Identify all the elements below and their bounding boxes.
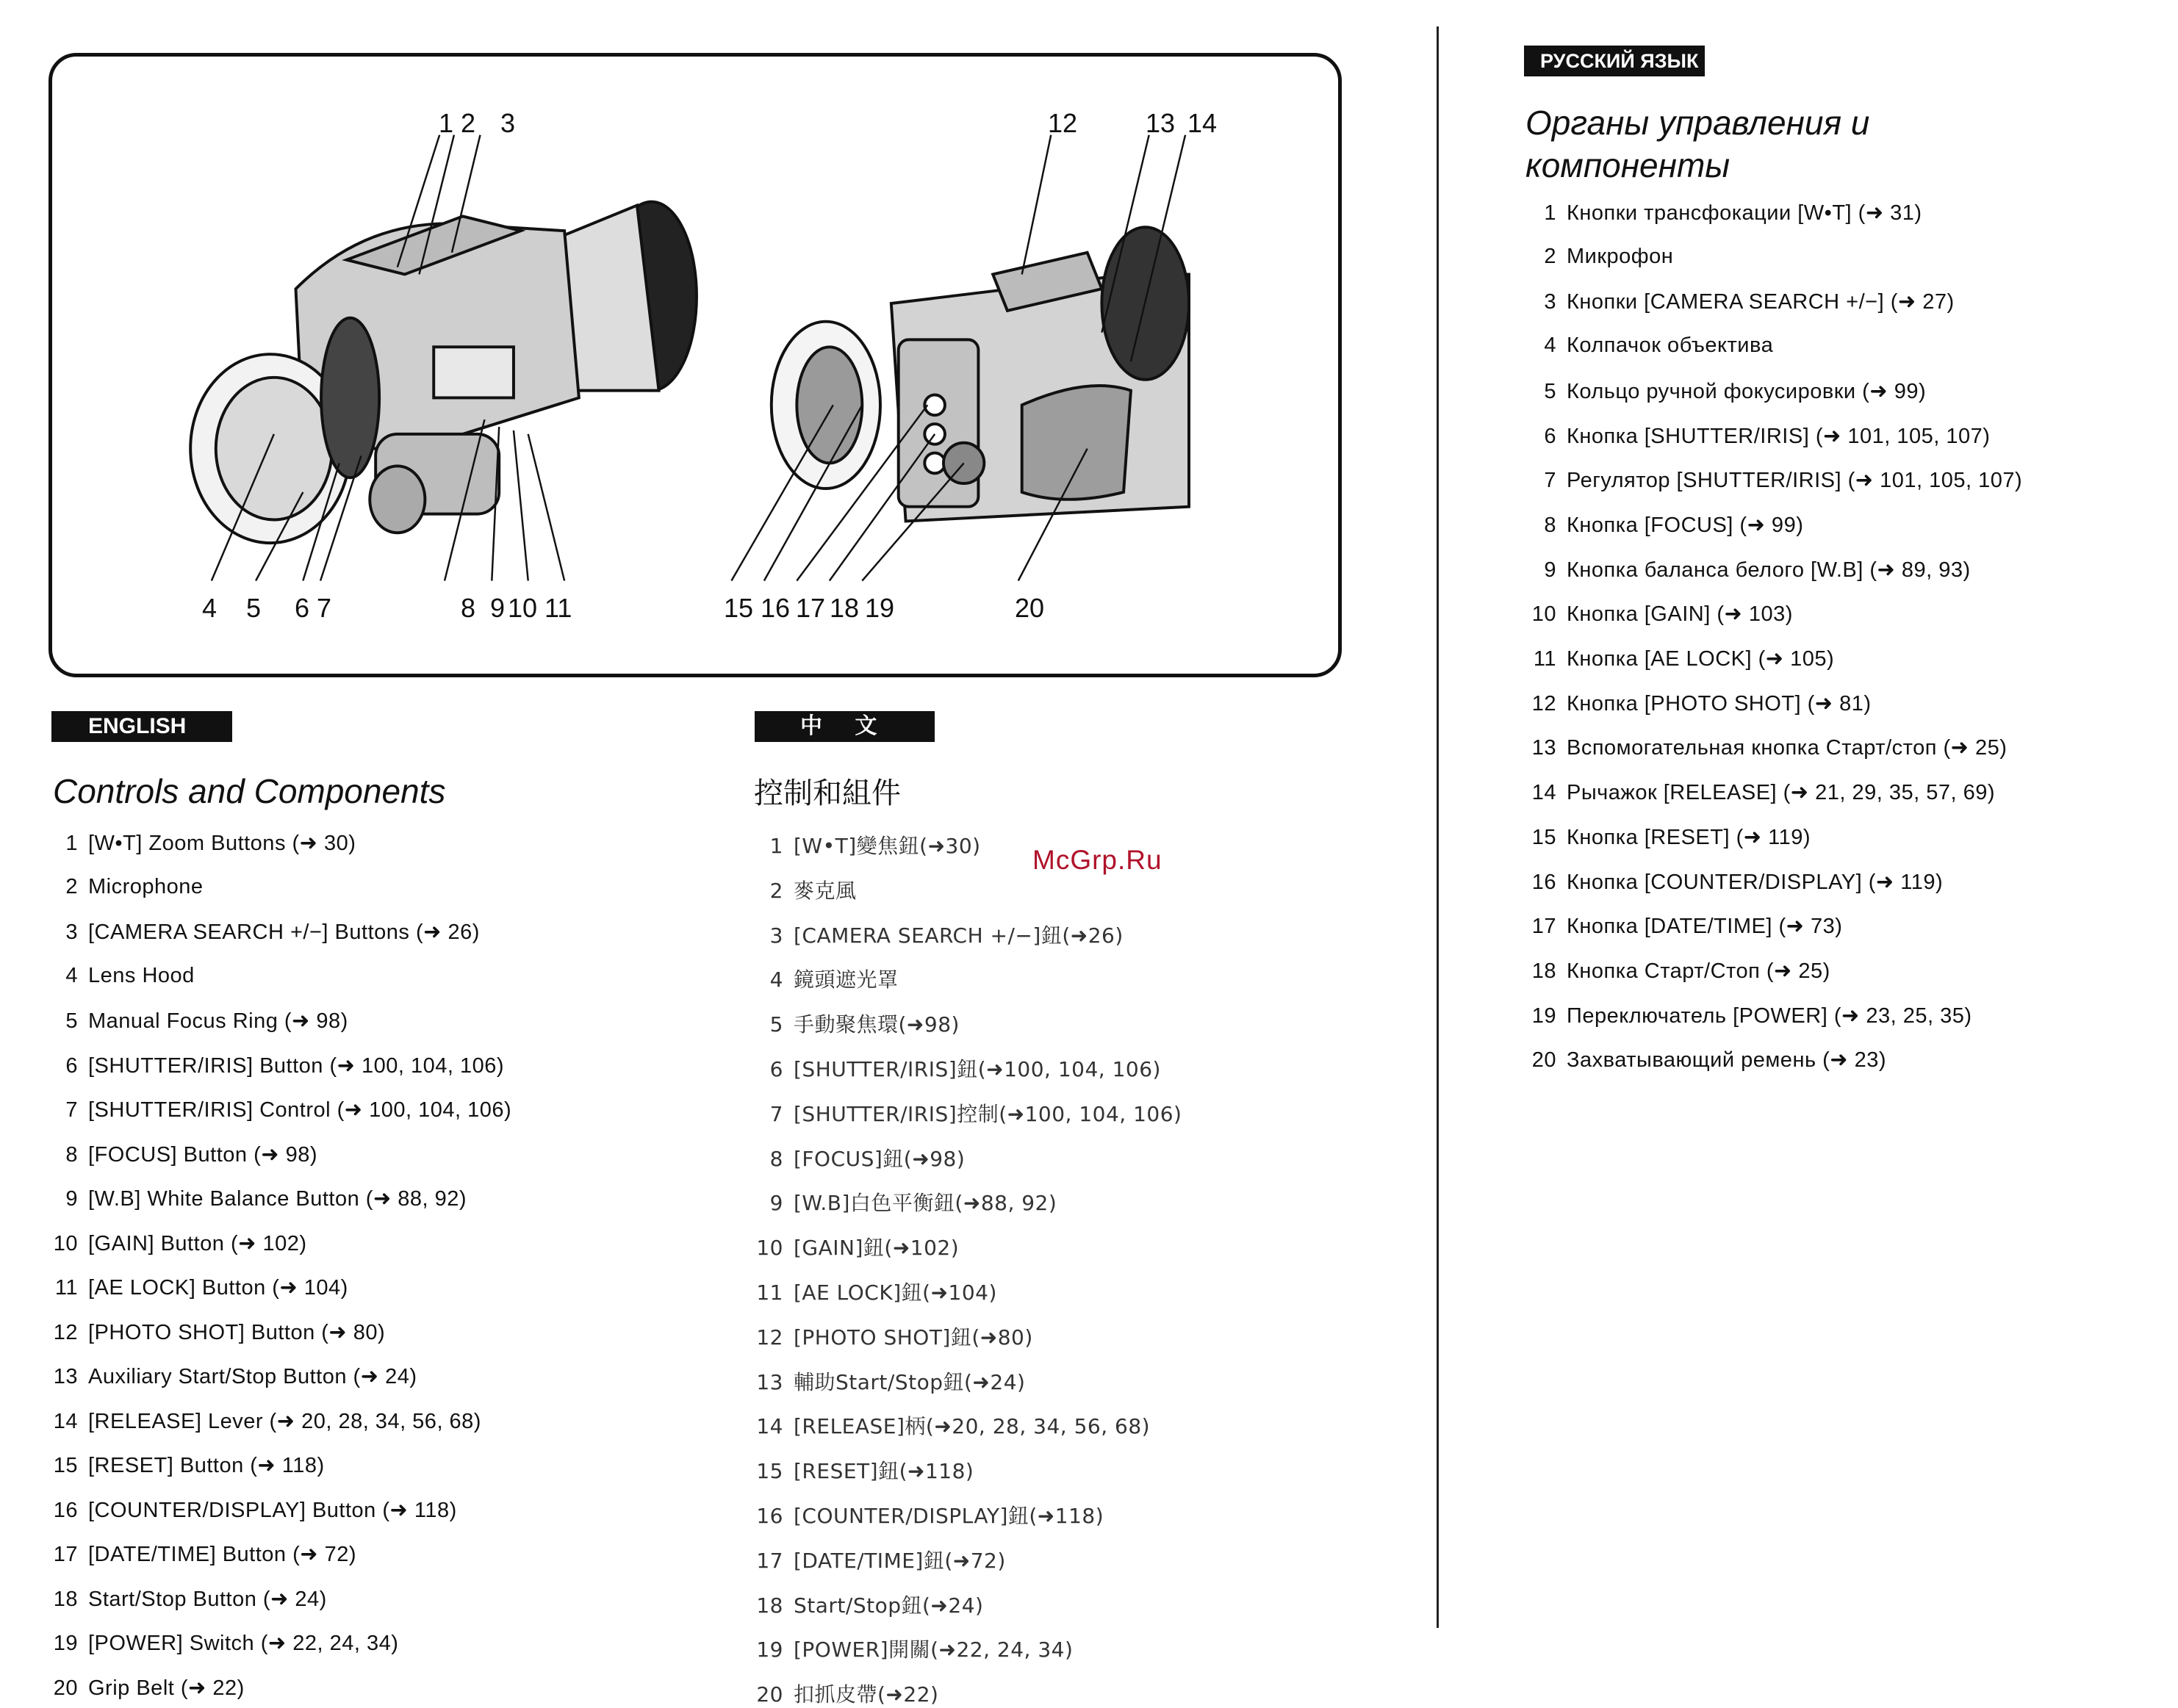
list-item [1524, 423, 1990, 449]
item-number: 12 [756, 1325, 783, 1350]
item-text: Кнопки трансфокации [W•T] (➜ 31) [1567, 201, 1922, 225]
list-item [44, 1630, 398, 1656]
item-text: [PHOTO SHOT]鈕(➜80) [794, 1325, 1033, 1350]
list-item [1524, 334, 1773, 358]
item-number: 4 [65, 963, 78, 987]
camcorder-front-view [190, 202, 697, 543]
item-text: [CAMERA SEARCH +/−] Buttons (➜ 26) [88, 920, 480, 944]
list-item [1524, 557, 1971, 583]
item-number: 8 [65, 1142, 78, 1167]
item-number: 17 [756, 1548, 783, 1573]
item-text: Кнопка [AE LOCK] (➜ 105) [1567, 647, 1835, 671]
camcorder-rear-view [772, 227, 1189, 521]
item-text: [POWER] Switch (➜ 22, 24, 34) [88, 1632, 399, 1655]
item-text: Manual Focus Ring (➜ 98) [88, 1009, 348, 1033]
item-number: 7 [769, 1101, 783, 1126]
list-item [44, 875, 204, 899]
list-item [750, 1500, 1104, 1529]
list-item [750, 1679, 938, 1708]
item-text: [COUNTER/DISPLAY] Button (➜ 118) [88, 1498, 457, 1522]
item-text: [AE LOCK]鈕(➜104) [794, 1280, 997, 1305]
item-number: 5 [65, 1009, 78, 1033]
item-number: 4 [769, 967, 783, 992]
list-item [750, 1053, 1161, 1083]
item-number: 12 [53, 1320, 78, 1344]
item-text: Grip Belt (➜ 22) [88, 1676, 245, 1700]
list-item [1524, 735, 2007, 760]
item-text: [SHUTTER/IRIS] Button (➜ 100, 104, 106) [88, 1053, 505, 1078]
item-text: Захватывающий ремень (➜ 23) [1567, 1048, 1887, 1073]
item-text: [W.B] White Balance Button (➜ 88, 92) [88, 1187, 467, 1211]
list-item [44, 1097, 511, 1123]
item-text: Start/Stop Button (➜ 24) [88, 1587, 327, 1611]
item-number: 19 [756, 1637, 783, 1662]
callout-7: 7 [317, 593, 332, 623]
item-text: Кнопки [CAMERA SEARCH +/−] (➜ 27) [1567, 290, 1955, 314]
callout-17: 17 [796, 593, 826, 623]
callout-5: 5 [246, 593, 262, 623]
item-number: 10 [756, 1236, 783, 1261]
item-number: 7 [1544, 469, 1556, 493]
item-number: 20 [53, 1676, 78, 1700]
item-number: 15 [53, 1454, 78, 1477]
callout-19: 19 [865, 593, 895, 623]
item-text: Колпачок объектива [1567, 334, 1774, 358]
item-number: 2 [769, 878, 783, 903]
list-item [44, 1452, 325, 1478]
list-item [750, 830, 981, 860]
list-item [1524, 824, 1811, 850]
list-item [44, 1053, 504, 1078]
item-text: [FOCUS]鈕(➜98) [794, 1146, 966, 1171]
item-number: 14 [53, 1409, 78, 1433]
item-text: 輔助Start/Stop鈕(➜24) [794, 1369, 1026, 1394]
list-item [750, 1009, 960, 1038]
list-item [750, 1232, 959, 1261]
item-text: [W•T] Zoom Buttons (➜ 30) [88, 832, 356, 855]
list-item [1524, 958, 1830, 984]
item-number: 16 [53, 1498, 78, 1522]
item-number: 8 [769, 1146, 783, 1171]
list-item [1524, 245, 1673, 269]
item-text: 麥克風 [794, 878, 857, 903]
item-number: 6 [1544, 424, 1556, 448]
list-item [750, 1143, 965, 1172]
callout-11: 11 [544, 593, 572, 623]
callout-16: 16 [761, 593, 791, 623]
list-item [44, 1541, 356, 1567]
item-number: 13 [756, 1369, 783, 1394]
item-number: 7 [65, 1098, 78, 1122]
item-number: 1 [769, 834, 783, 858]
list-item [44, 1675, 245, 1701]
item-text: [COUNTER/DISPLAY]鈕(➜118) [794, 1504, 1104, 1528]
list-item [44, 1230, 307, 1256]
item-number: 19 [53, 1632, 78, 1655]
item-number: 19 [1531, 1003, 1556, 1028]
item-text: [RESET]鈕(➜118) [794, 1459, 974, 1484]
english-title: Controls and Components [53, 772, 446, 810]
item-number: 3 [769, 923, 783, 948]
item-text: Microphone [88, 874, 204, 898]
callout-2: 2 [461, 108, 476, 138]
callout-10: 10 [508, 593, 538, 623]
list-item [750, 1322, 1033, 1351]
item-text: [SHUTTER/IRIS]控制(➜100, 104, 106) [794, 1101, 1182, 1126]
item-text: Кнопка [DATE/TIME] (➜ 73) [1567, 915, 1843, 939]
item-number: 8 [1544, 513, 1556, 537]
callout-1: 1 [439, 108, 454, 138]
item-text: [GAIN]鈕(➜102) [794, 1236, 960, 1261]
callout-20: 20 [1015, 593, 1045, 623]
item-number: 5 [1544, 379, 1556, 403]
item-number: 3 [65, 920, 78, 944]
item-number: 11 [54, 1276, 78, 1300]
list-item [44, 1497, 457, 1523]
item-text: [CAMERA SEARCH +/−]鈕(➜26) [794, 923, 1124, 948]
item-number: 12 [1531, 691, 1556, 716]
item-text: [RESET] Button (➜ 118) [88, 1454, 325, 1477]
callout-3: 3 [500, 108, 516, 138]
item-number: 1 [65, 832, 78, 855]
item-text: Вспомогательная кнопка Старт/стоп (➜ 25) [1567, 736, 2008, 760]
item-number: 5 [769, 1012, 783, 1037]
item-number: 15 [1531, 825, 1556, 849]
list-item [44, 919, 480, 945]
list-item [1524, 467, 2022, 493]
list-item [1524, 691, 1872, 716]
item-text: Кнопка Старт/Стоп (➜ 25) [1567, 959, 1830, 983]
item-number: 13 [53, 1365, 78, 1388]
list-item [44, 1319, 385, 1345]
item-number: 20 [756, 1682, 783, 1707]
item-text: [DATE/TIME] Button (➜ 72) [88, 1543, 357, 1566]
list-item [1524, 378, 1926, 404]
callout-8: 8 [461, 593, 476, 623]
list-item [1524, 512, 1803, 538]
item-text: [GAIN] Button (➜ 102) [88, 1231, 307, 1255]
item-text: Кнопка баланса белого [W.B] (➜ 89, 93) [1567, 558, 1971, 582]
list-item [1524, 1003, 1972, 1028]
list-item [44, 1008, 348, 1034]
item-number: 16 [756, 1504, 783, 1528]
callout-18: 18 [830, 593, 860, 623]
item-number: 17 [53, 1543, 78, 1566]
item-text: [SHUTTER/IRIS]鈕(➜100, 104, 106) [794, 1057, 1161, 1081]
list-item [1524, 289, 1955, 314]
item-number: 1 [1544, 201, 1556, 225]
item-number: 2 [65, 874, 78, 898]
camcorder-illustration [48, 53, 1342, 677]
camcorder-drawing [52, 57, 1338, 674]
item-number: 10 [53, 1231, 78, 1255]
list-item [1524, 869, 1943, 895]
item-number: 3 [1544, 290, 1556, 314]
item-text: Переключатель [POWER] (➜ 23, 25, 35) [1567, 1003, 1972, 1028]
russian-badge: РУССКИЙ ЯЗЫК [1524, 46, 1705, 76]
item-text: Кольцо ручной фокусировки (➜ 99) [1567, 379, 1927, 403]
item-text: Микрофон [1567, 244, 1674, 268]
column-divider [1437, 26, 1439, 1628]
item-text: [RELEASE]柄(➜20, 28, 34, 56, 68) [794, 1414, 1151, 1439]
item-text: [RELEASE] Lever (➜ 20, 28, 34, 56, 68) [88, 1409, 481, 1433]
item-text: [AE LOCK] Button (➜ 104) [88, 1276, 348, 1300]
list-item [44, 1586, 327, 1612]
item-text: 扣抓皮帶(➜22) [794, 1682, 939, 1707]
item-number: 16 [1531, 870, 1556, 894]
list-item [750, 1098, 1182, 1128]
item-number: 9 [65, 1187, 78, 1211]
chinese-badge: 中 文 [755, 711, 935, 742]
list-item [750, 964, 899, 993]
item-text: [FOCUS] Button (➜ 98) [88, 1142, 317, 1167]
list-item [1524, 913, 1842, 939]
list-item [1524, 1047, 1886, 1073]
list-item [44, 1275, 348, 1300]
list-item [44, 830, 356, 856]
item-number: 11 [1533, 647, 1556, 671]
item-text: [DATE/TIME]鈕(➜72) [794, 1548, 1006, 1573]
item-text: Start/Stop鈕(➜24) [794, 1593, 984, 1618]
item-text: Регулятор [SHUTTER/IRIS] (➜ 101, 105, 107) [1567, 469, 2023, 493]
list-item [750, 875, 857, 904]
list-item [44, 1142, 317, 1167]
item-text: [W.B]白色平衡鈕(➜88, 92) [794, 1191, 1057, 1216]
item-number: 18 [53, 1587, 78, 1611]
item-number: 9 [769, 1191, 783, 1216]
item-text: [POWER]開關(➜22, 24, 34) [794, 1637, 1074, 1662]
item-text: Кнопка [PHOTO SHOT] (➜ 81) [1567, 691, 1872, 716]
item-number: 17 [1531, 915, 1556, 939]
list-item [1524, 200, 1922, 226]
list-item [750, 1455, 974, 1485]
list-item [750, 1590, 983, 1619]
list-item [1524, 646, 1834, 671]
chinese-title: 控制和組件 [754, 776, 901, 810]
item-number: 13 [1531, 736, 1556, 760]
item-text: Кнопка [GAIN] (➜ 103) [1567, 602, 1793, 627]
list-item [750, 1277, 997, 1306]
item-text: 手動聚焦環(➜98) [794, 1012, 960, 1037]
english-badge: ENGLISH [51, 711, 232, 742]
item-text: 鏡頭遮光罩 [794, 967, 899, 992]
list-item [44, 1408, 481, 1434]
list-item [750, 920, 1124, 949]
russian-title: Органы управления и компоненты [1525, 104, 1870, 184]
callout-12: 12 [1048, 108, 1078, 138]
item-number: 14 [1531, 781, 1556, 805]
item-text: Lens Hood [88, 963, 195, 987]
item-text: [SHUTTER/IRIS] Control (➜ 100, 104, 106) [88, 1098, 512, 1122]
item-text: Кнопка [SHUTTER/IRIS] (➜ 101, 105, 107) [1567, 424, 1991, 448]
item-text: Auxiliary Start/Stop Button (➜ 24) [88, 1365, 417, 1388]
item-text: [PHOTO SHOT] Button (➜ 80) [88, 1320, 386, 1344]
callout-15: 15 [724, 593, 754, 623]
item-number: 11 [756, 1280, 783, 1305]
item-number: 18 [756, 1593, 783, 1618]
item-number: 6 [65, 1053, 78, 1078]
item-number: 18 [1531, 959, 1556, 983]
list-item [750, 1634, 1073, 1663]
item-number: 20 [1531, 1048, 1556, 1073]
list-item [750, 1410, 1150, 1440]
list-item [1524, 601, 1793, 627]
list-item [44, 1363, 417, 1389]
item-number: 14 [756, 1414, 783, 1439]
watermark-text: McGrp.Ru [1032, 845, 1162, 875]
item-number: 9 [1544, 558, 1556, 582]
list-item [750, 1187, 1057, 1217]
list-item [44, 964, 195, 988]
item-text: Кнопка [RESET] (➜ 119) [1567, 825, 1811, 849]
callout-9: 9 [490, 593, 506, 623]
item-text: Кнопка [FOCUS] (➜ 99) [1567, 513, 1804, 537]
list-item [750, 1545, 1006, 1574]
item-number: 15 [756, 1459, 783, 1484]
item-number: 2 [1544, 244, 1556, 268]
list-item [750, 1366, 1025, 1396]
callout-13: 13 [1146, 108, 1176, 138]
callout-4: 4 [202, 593, 218, 623]
item-text: Кнопка [COUNTER/DISPLAY] (➜ 119) [1567, 870, 1944, 894]
callout-14: 14 [1187, 108, 1218, 138]
list-item [44, 1186, 467, 1211]
item-number: 4 [1544, 334, 1556, 358]
item-text: Рычажок [RELEASE] (➜ 21, 29, 35, 57, 69) [1567, 781, 1996, 805]
callout-6: 6 [295, 593, 310, 623]
item-number: 10 [1531, 602, 1556, 627]
list-item [1524, 779, 1995, 805]
item-text: [W•T]變焦鈕(➜30) [794, 834, 981, 858]
item-number: 6 [769, 1057, 783, 1081]
